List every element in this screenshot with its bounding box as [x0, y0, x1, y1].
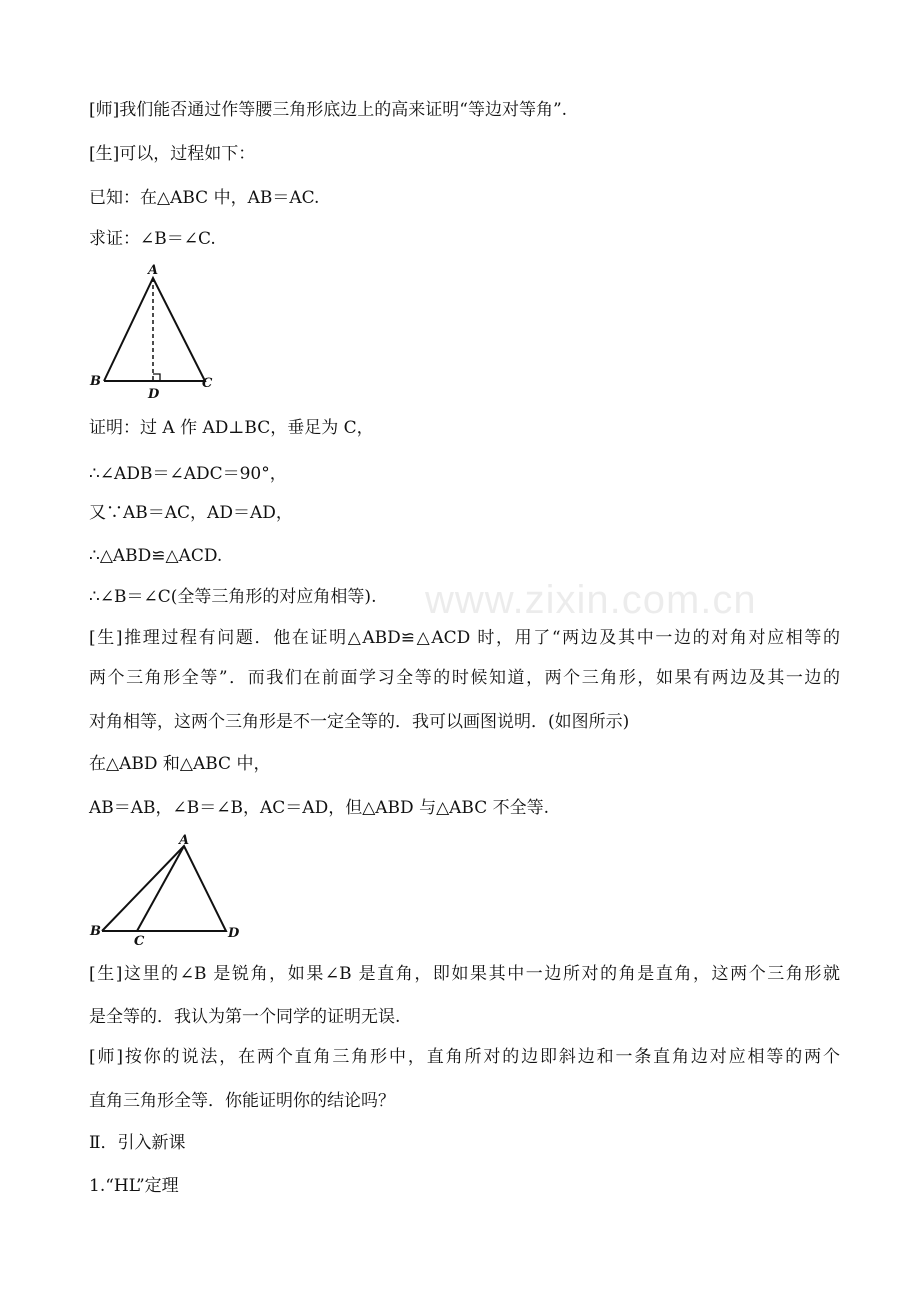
text-line-teacher-question: [师]我们能否通过作等腰三角形底边上的高来证明“等边对等角”. [89, 100, 568, 120]
label-d: D [228, 926, 240, 941]
text-line-counterexample: AB＝AB，∠B＝∠B，AC＝AD，但△ABD 与△ABC 不全等. [89, 798, 550, 818]
label-c: C [202, 376, 213, 391]
right-angle-mark [153, 374, 160, 381]
text-line-student-objection-3: 对角相等，这两个三角形是不一定全等的．我可以画图说明．(如图所示) [89, 712, 630, 732]
label-b: B [90, 374, 101, 389]
figure-isosceles-triangle [84, 260, 224, 402]
label-a: A [148, 263, 159, 278]
text-line-student-remark-2: 是全等的．我认为第一个同学的证明无误. [89, 1007, 401, 1027]
text-line-proof-step-1: 证明：过 A 作 AD⊥BC，垂足为 C， [89, 418, 374, 438]
text-line-student-objection-2: 两个三角形全等”．而我们在前面学习全等的时候知道，两个三角形，如果有两边及其一边的 [89, 668, 840, 688]
label-d: D [148, 387, 160, 402]
text-line-given: 已知：在△ABC 中，AB＝AC. [89, 188, 320, 208]
text-line-student-answer: [生]可以，过程如下： [89, 144, 256, 164]
text-line-student-objection-1: [生]推理过程有问题．他在证明△ABD≌△ACD 时，用了“两边及其中一边的对角对应相等的 [89, 628, 840, 648]
subsection-heading-hl-theorem: 1.“HL”定理 [89, 1176, 179, 1196]
text-line-proof-step-2: ∴∠ADB＝∠ADC＝90°， [89, 464, 287, 484]
text-line-proof-step-4: ∴△ABD≌△ACD. [89, 546, 223, 566]
text-line-teacher-response-1: [师]按你的说法，在两个直角三角形中，直角所对的边即斜边和一条直角边对应相等的两个 [89, 1047, 840, 1067]
label-c: C [134, 934, 145, 949]
text-line-proof-step-3: 又∵AB＝AC，AD＝AD， [89, 503, 293, 523]
triangle-abc-outline [104, 278, 205, 381]
text-line-proof-step-5: ∴∠B＝∠C(全等三角形的对应角相等). [89, 587, 377, 607]
section-heading-new-lesson: Ⅱ．引入新课 [89, 1133, 186, 1153]
triangle-abd-outline [102, 846, 226, 931]
text-line-to-prove: 求证：∠B＝∠C. [89, 229, 216, 249]
label-b: B [90, 924, 101, 939]
watermark: www.zixin.com.cn [425, 578, 757, 622]
text-line-in-triangles: 在△ABD 和△ABC 中， [89, 754, 271, 774]
label-a: A [179, 833, 190, 848]
text-line-teacher-response-2: 直角三角形全等．你能证明你的结论吗？ [89, 1091, 395, 1111]
figure-counterexample-triangles [84, 832, 254, 950]
text-line-student-remark-1: [生]这里的∠B 是锐角，如果∠B 是直角，即如果其中一边所对的角是直角，这两个三角形就 [89, 964, 840, 984]
